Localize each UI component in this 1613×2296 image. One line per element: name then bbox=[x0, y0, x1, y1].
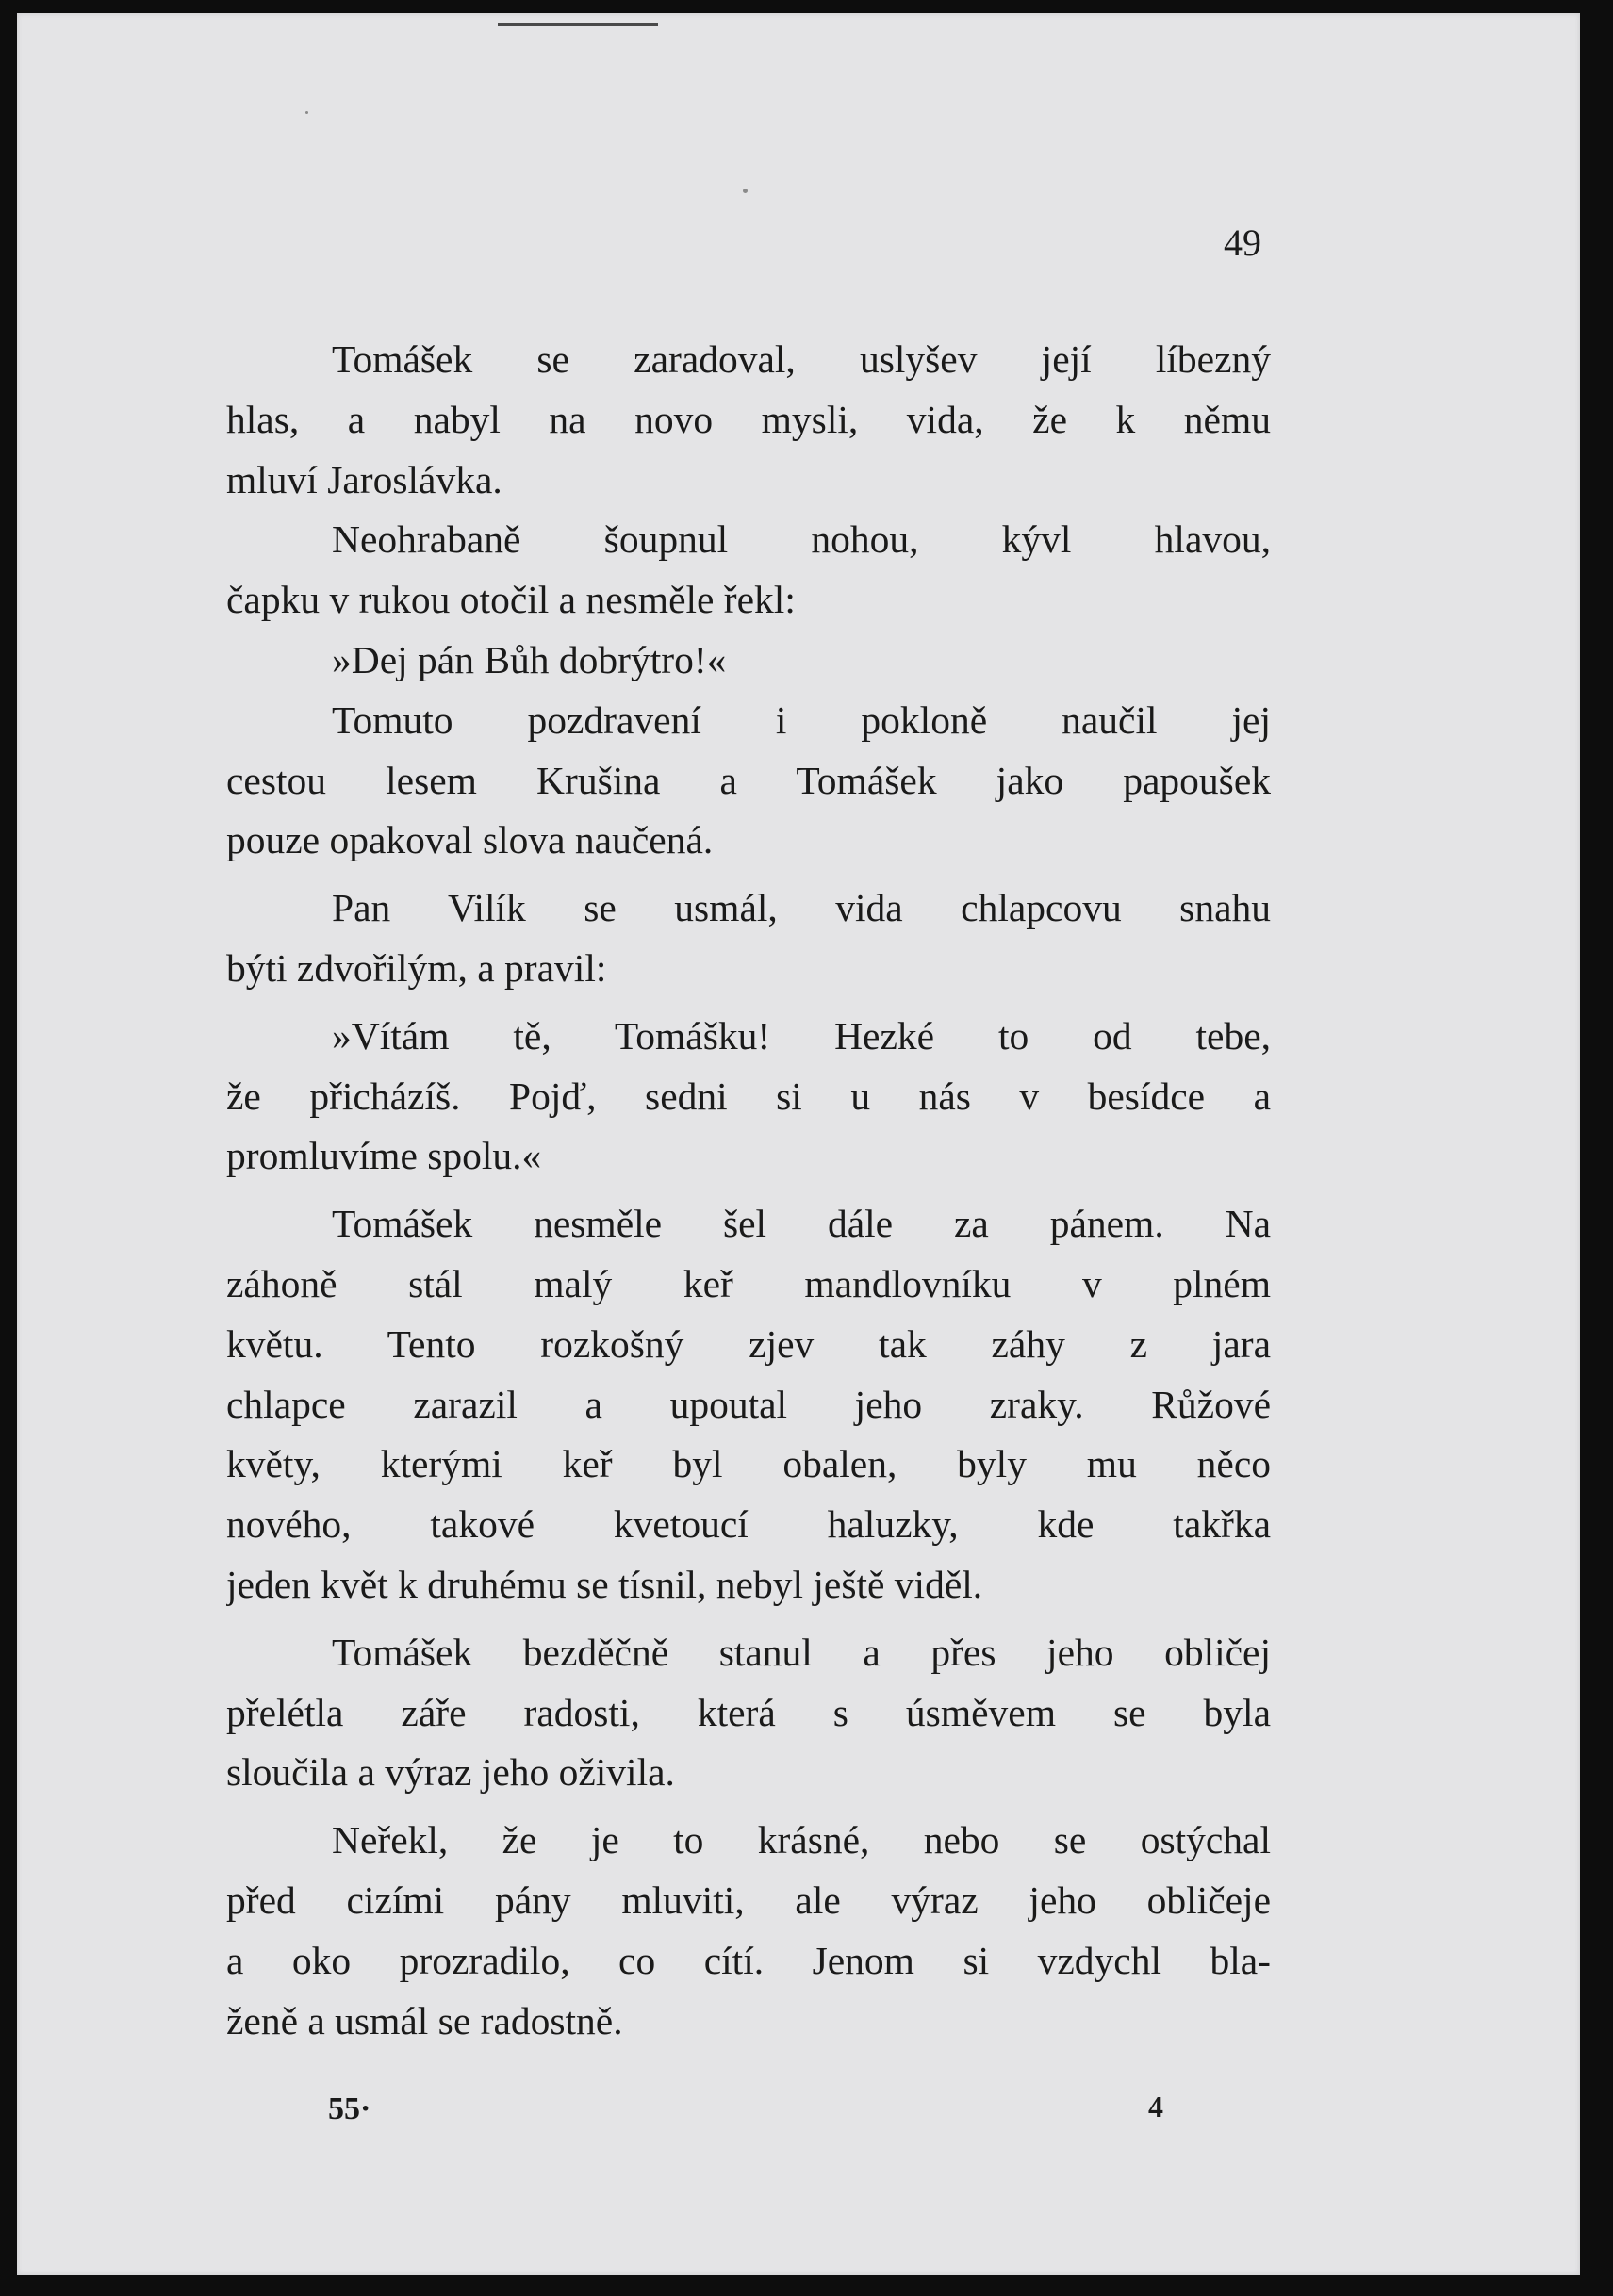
text-line: a oko prozradilo, co cítí. Jenom si vzdychl bla- bbox=[226, 1938, 1271, 1982]
body-text bbox=[226, 330, 1271, 2051]
text-line: květy, kterými keř byl obalen, byly mu něco bbox=[226, 1442, 1271, 1486]
signature-mark: 55· bbox=[328, 2091, 371, 2126]
text-line: hlas, a nabyl na novo mysli, vida, že k němu bbox=[226, 397, 1271, 441]
text-line: Tomášek bezděčně stanul a přes jeho obličej bbox=[332, 1630, 1271, 1674]
text-line: Pan Vilík se usmál, vida chlapcovu snahu bbox=[332, 886, 1271, 930]
page-number: 49 bbox=[1224, 221, 1261, 264]
text-line: záhoně stál malý keř mandlovníku v plném bbox=[226, 1261, 1271, 1305]
text-line: Tomuto pozdravení i pokloně naučil jej bbox=[332, 697, 1271, 742]
paper-speck bbox=[305, 111, 308, 114]
sheet-mark: 4 bbox=[1148, 2090, 1163, 2124]
text-line: že přicházíš. Pojď, sedni si u nás v besídce a bbox=[226, 1074, 1271, 1118]
text-line: mluví Jaroslávka. bbox=[226, 457, 502, 501]
text-line: chlapce zarazil a upoutal jeho zraky. Růžové bbox=[226, 1382, 1271, 1426]
text-line: »Vítám tě, Tomášku! Hezké to od tebe, bbox=[332, 1013, 1271, 1058]
paper-speck bbox=[743, 189, 748, 193]
text-line: jeden květ k druhému se tísnil, nebyl ještě viděl. bbox=[226, 1562, 983, 1606]
text-line: »Dej pán Bůh dobrýtro!« bbox=[332, 637, 727, 681]
text-line: Tomášek nesměle šel dále za pánem. Na bbox=[332, 1202, 1271, 1246]
scan-edge-mark bbox=[498, 23, 658, 26]
text-line: Neohrabaně šoupnul nohou, kývl hlavou, bbox=[332, 517, 1271, 562]
text-line: cestou lesem Krušina a Tomášek jako papoušek bbox=[226, 758, 1271, 802]
book-page bbox=[17, 13, 1580, 2275]
text-line: ženě a usmál se radostně. bbox=[226, 1998, 623, 2042]
text-line: pouze opakoval slova naučená. bbox=[226, 818, 714, 862]
text-line: před cizími pány mluviti, ale výraz jeho obličeje bbox=[226, 1878, 1271, 1922]
text-line: Tomášek se zaradoval, uslyšev její líbezný bbox=[332, 337, 1271, 381]
text-line: Neřekl, že je to krásné, nebo se ostýchal bbox=[332, 1818, 1271, 1862]
text-line: květu. Tento rozkošný zjev tak záhy z jara bbox=[226, 1321, 1271, 1366]
text-line: čapku v rukou otočil a nesměle řekl: bbox=[226, 578, 796, 622]
text-line: nového, takové kvetoucí haluzky, kde takřka bbox=[226, 1502, 1271, 1547]
text-line: přelétla záře radosti, která s úsměvem se byla bbox=[226, 1690, 1271, 1734]
text-line: sloučila a výraz jeho oživila. bbox=[226, 1750, 675, 1795]
text-line: býti zdvořilým, a pravil: bbox=[226, 945, 607, 990]
text-line: promluvíme spolu.« bbox=[226, 1134, 542, 1178]
